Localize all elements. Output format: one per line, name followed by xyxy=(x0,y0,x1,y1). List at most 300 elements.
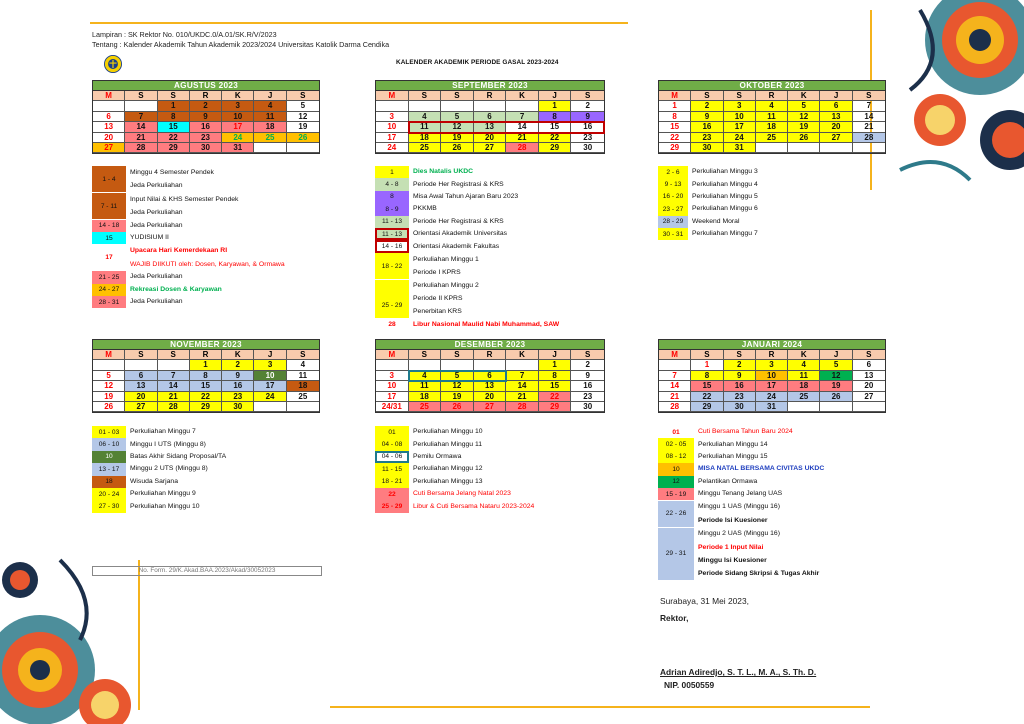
month-title: NOVEMBER 2023 xyxy=(93,340,319,350)
calendar-day-cell: 17 xyxy=(254,381,286,391)
calendar-day-cell: 21 xyxy=(659,392,691,402)
calendar-day-cell: 31 xyxy=(724,143,756,153)
calendar-day-cell: 8 xyxy=(190,371,222,381)
legend-text: Periode Her Registrasi & KRS xyxy=(413,180,504,188)
calendar-day-cell: 18 xyxy=(287,381,319,391)
calendar-day-cell: 6 xyxy=(820,101,852,111)
calendar-day-cell: 17 xyxy=(222,122,254,132)
legend-badge: 01 - 03 xyxy=(92,426,126,438)
weekday-header: S xyxy=(409,350,442,360)
weekday-header: K xyxy=(506,91,539,101)
calendar-day-cell: 12 xyxy=(93,381,125,391)
calendar-day-cell: 9 xyxy=(571,371,604,381)
calendar-day-cell: 23 xyxy=(691,133,723,143)
calendar-day-cell xyxy=(474,101,507,111)
calendar-day-cell xyxy=(441,101,474,111)
calendar-day-cell: 26 xyxy=(441,143,474,153)
legend-text: Periode Sidang Skripsi & Tugas Akhir xyxy=(698,570,820,578)
calendar-day-cell: 9 xyxy=(691,112,723,122)
legend-text: Minggu 2 UTS (Minggu 8) xyxy=(130,465,208,473)
weekday-header: S xyxy=(441,350,474,360)
weekday-header: S xyxy=(287,350,319,360)
calendar-day-cell: 1 xyxy=(539,360,572,370)
legend-text: Perkuliahan Minggu 10 xyxy=(130,502,200,510)
legend-text: Periode II KPRS xyxy=(413,294,463,302)
weekday-header: S xyxy=(158,91,190,101)
legend-badge: 21 - 25 xyxy=(92,271,126,283)
legend-text: Minggu Tenang Jelang UAS xyxy=(698,490,783,498)
calendar-day-cell: 20 xyxy=(853,381,885,391)
weekday-header: K xyxy=(222,350,254,360)
calendar-day-cell xyxy=(158,360,190,370)
legend-text: Rekreasi Dosen & Karyawan xyxy=(130,285,222,293)
legend-text: Perkuliahan Minggu 4 xyxy=(692,180,758,188)
calendar-day-cell xyxy=(287,402,319,412)
legend-item xyxy=(375,438,645,450)
legend-item xyxy=(658,500,888,527)
calendar-day-cell: 14 xyxy=(125,122,157,132)
legend-text: Orientasi Akademik Universitas xyxy=(413,230,508,238)
calendar-day-cell: 29 xyxy=(539,143,572,153)
legend-january xyxy=(658,426,888,581)
legend-text: Jeda Perkuliahan xyxy=(130,298,183,306)
calendar-day-cell: 6 xyxy=(474,371,507,381)
legend-text: Perkuliahan Minggu 7 xyxy=(130,428,196,436)
calendar-day-cell xyxy=(409,101,442,111)
calendar-day-cell: 30 xyxy=(691,143,723,153)
legend-badge: 14 - 16 xyxy=(375,240,409,252)
legend-text: Jeda Perkuliahan xyxy=(130,182,183,190)
legend-text: Weekend Moral xyxy=(692,217,740,225)
legend-text: Minggu I UTS (Minggu 8) xyxy=(130,440,206,448)
legend-text: Perkuliahan Minggu 6 xyxy=(692,205,758,213)
legend-badge: 1 - 4 xyxy=(92,166,126,192)
calendar-day-cell: 20 xyxy=(93,133,125,143)
calendar-day-cell: 24 xyxy=(254,392,286,402)
legend-badge: 4 - 8 xyxy=(375,178,409,190)
legend-november xyxy=(92,426,362,513)
weekday-header: R xyxy=(756,350,788,360)
legend-text: Perkuliahan Minggu 11 xyxy=(413,440,483,448)
legend-badge xyxy=(375,280,409,292)
calendar-day-cell: 13 xyxy=(853,371,885,381)
calendar-day-cell: 7 xyxy=(853,101,885,111)
calendar-day-cell: 30 xyxy=(724,402,756,412)
legend-item xyxy=(92,232,362,244)
legend-text: Cuti Bersama Jelang Natal 2023 xyxy=(413,490,511,498)
calendar-day-cell: 27 xyxy=(125,402,157,412)
calendar-day-cell: 15 xyxy=(691,381,723,391)
calendar-day-cell: 28 xyxy=(158,402,190,412)
legend-text: Perkuliahan Minggu 7 xyxy=(692,230,758,238)
calendar-day-cell: 15 xyxy=(539,122,572,132)
calendar-day-cell: 17 xyxy=(376,133,409,143)
calendar-day-cell: 29 xyxy=(158,143,190,153)
calendar-day-cell: 24 xyxy=(222,133,254,143)
calendar-day-cell xyxy=(441,360,474,370)
calendar-day-cell: 25 xyxy=(409,402,442,412)
legend-text: Perkuliahan Minggu 2 xyxy=(413,281,479,289)
legend-badge: 28 xyxy=(388,321,396,329)
month-title: OKTOBER 2023 xyxy=(659,81,885,91)
calendar-day-cell xyxy=(409,360,442,370)
university-logo xyxy=(104,55,122,73)
calendar-day-cell: 16 xyxy=(222,381,254,391)
calendar-day-cell: 3 xyxy=(222,101,254,111)
legend-item xyxy=(92,476,362,488)
calendar-day-cell: 3 xyxy=(376,112,409,122)
legend-text: Periode Isi Kuesioner xyxy=(698,516,768,524)
calendar-day-cell: 19 xyxy=(441,133,474,143)
calendar-day-cell: 23 xyxy=(571,133,604,143)
calendar-day-cell: 25 xyxy=(287,392,319,402)
calendar-day-cell: 25 xyxy=(254,133,286,143)
legend-text: Perkuliahan Minggu 13 xyxy=(413,477,483,485)
legend-text: Penerbitan KRS xyxy=(413,308,462,316)
legend-item xyxy=(375,253,645,280)
calendar-day-cell: 30 xyxy=(190,143,222,153)
weekday-header: S xyxy=(571,350,604,360)
legend-item xyxy=(658,426,888,438)
calendar-day-cell: 2 xyxy=(571,360,604,370)
calendar-day-cell: 30 xyxy=(571,402,604,412)
weekday-header: S xyxy=(125,350,157,360)
calendar-day-cell: 3 xyxy=(756,360,788,370)
weekday-header: S xyxy=(125,91,157,101)
calendar-day-cell: 31 xyxy=(756,402,788,412)
legend-badge: 25 - 29 xyxy=(375,292,409,318)
month-title: AGUSTUS 2023 xyxy=(93,81,319,91)
legend-item xyxy=(375,488,645,500)
legend-item xyxy=(658,178,888,190)
legend-text: Batas Akhir Sidang Proposal/TA xyxy=(130,452,227,460)
month-title: SEPTEMBER 2023 xyxy=(376,81,604,91)
calendar-day-cell: 2 xyxy=(222,360,254,370)
legend-text: Perkuliahan Minggu 12 xyxy=(413,465,483,473)
calendar-day-cell: 24/31 xyxy=(376,402,409,412)
legend-badge: 28 - 29 xyxy=(658,216,688,228)
calendar-day-cell xyxy=(93,360,125,370)
calendar-day-cell: 7 xyxy=(506,112,539,122)
legend-badge: 08 - 12 xyxy=(658,451,694,463)
legend-october xyxy=(658,166,888,240)
calendar-day-cell: 27 xyxy=(474,402,507,412)
legend-item xyxy=(658,203,888,215)
legend-text: Perkuliahan Minggu 5 xyxy=(692,192,758,200)
calendar-day-cell: 10 xyxy=(254,371,286,381)
calendar-day-cell: 9 xyxy=(190,112,222,122)
legend-text: Periode Her Registrasi & KRS xyxy=(413,217,504,225)
weekday-header: J xyxy=(254,350,286,360)
calendar-day-cell: 6 xyxy=(93,112,125,122)
calendar-day-cell: 24 xyxy=(724,133,756,143)
calendar-day-cell: 2 xyxy=(190,101,222,111)
calendar-day-cell: 25 xyxy=(788,392,820,402)
legend-item xyxy=(92,166,362,193)
legend-badge: 29 - 31 xyxy=(658,528,694,581)
calendar-day-cell: 26 xyxy=(287,133,319,143)
legend-item xyxy=(92,500,362,512)
legend-item xyxy=(375,228,645,240)
legend-text: Jeda Perkuliahan xyxy=(130,209,183,217)
legend-badge: 15 xyxy=(92,232,126,244)
calendar-day-cell: 4 xyxy=(756,101,788,111)
legend-item xyxy=(375,280,645,292)
calendar-november-2023 xyxy=(92,339,320,413)
legend-item xyxy=(375,463,645,475)
calendar-day-cell: 12 xyxy=(788,112,820,122)
calendar-day-cell: 22 xyxy=(539,392,572,402)
calendar-day-cell: 28 xyxy=(506,402,539,412)
legend-badge: 23 - 27 xyxy=(658,203,688,215)
calendar-day-cell: 17 xyxy=(376,392,409,402)
legend-text: Cuti Bersama Tahun Baru 2024 xyxy=(698,428,793,436)
calendar-day-cell: 22 xyxy=(691,392,723,402)
calendar-day-cell: 9 xyxy=(724,371,756,381)
calendar-day-cell: 13 xyxy=(820,112,852,122)
legend-text: Periode I KPRS xyxy=(413,269,461,277)
weekday-header: K xyxy=(788,350,820,360)
weekday-header: J xyxy=(539,91,572,101)
legend-item xyxy=(375,500,645,512)
calendar-day-cell xyxy=(756,143,788,153)
legend-text: Upacara Hari Kemerdekaan RI xyxy=(130,247,228,255)
legend-item xyxy=(658,191,888,203)
legend-item xyxy=(92,438,362,450)
legend-badge: 18 xyxy=(92,476,126,488)
calendar-day-cell: 24 xyxy=(756,392,788,402)
calendar-day-cell: 12 xyxy=(441,122,474,132)
legend-item xyxy=(658,166,888,178)
calendar-day-cell: 16 xyxy=(571,381,604,391)
calendar-day-cell: 21 xyxy=(506,392,539,402)
calendar-day-cell: 19 xyxy=(788,122,820,132)
calendar-day-cell: 28 xyxy=(506,143,539,153)
calendar-day-cell: 15 xyxy=(659,122,691,132)
calendar-day-cell: 29 xyxy=(691,402,723,412)
legend-item xyxy=(658,527,888,581)
weekday-header: M xyxy=(93,350,125,360)
calendar-day-cell: 3 xyxy=(724,101,756,111)
legend-text: Jeda Perkuliahan xyxy=(130,221,183,229)
legend-item xyxy=(375,240,645,252)
weekday-header: S xyxy=(287,91,319,101)
calendar-day-cell: 16 xyxy=(571,122,604,132)
calendar-day-cell: 8 xyxy=(539,371,572,381)
calendar-day-cell: 4 xyxy=(287,360,319,370)
legend-badge: 27 - 30 xyxy=(92,500,126,512)
calendar-day-cell: 2 xyxy=(724,360,756,370)
calendar-day-cell: 1 xyxy=(539,101,572,111)
legend-text: Periode 1 Input Nilai xyxy=(698,543,764,551)
calendar-day-cell: 5 xyxy=(788,101,820,111)
weekday-header: S xyxy=(853,350,885,360)
calendar-day-cell: 8 xyxy=(158,112,190,122)
legend-item xyxy=(92,193,362,220)
calendar-day-cell: 18 xyxy=(409,392,442,402)
calendar-day-cell: 18 xyxy=(254,122,286,132)
calendar-day-cell: 9 xyxy=(222,371,254,381)
calendar-day-cell: 1 xyxy=(691,360,723,370)
legend-badge: 22 - 26 xyxy=(658,501,694,527)
calendar-day-cell: 10 xyxy=(756,371,788,381)
legend-badge: 01 xyxy=(672,428,680,436)
weekday-header: M xyxy=(659,91,691,101)
legend-text: PKKMB xyxy=(413,205,437,213)
calendar-day-cell: 7 xyxy=(125,112,157,122)
calendar-day-cell: 8 xyxy=(691,371,723,381)
legend-item xyxy=(92,488,362,500)
calendar-day-cell: 17 xyxy=(724,122,756,132)
legend-badge: 11 - 15 xyxy=(375,463,409,475)
calendar-day-cell: 29 xyxy=(539,402,572,412)
calendar-day-cell: 18 xyxy=(788,381,820,391)
legend-item xyxy=(658,488,888,500)
calendar-day-cell: 6 xyxy=(474,112,507,122)
calendar-day-cell: 30 xyxy=(571,143,604,153)
legend-text: Minggu 2 UAS (Minggu 16) xyxy=(698,530,780,538)
page-title: KALENDER AKADEMIK PERIODE GASAL 2023-2024 xyxy=(396,59,559,66)
form-number: No. Form. 29/K.Akad.BAA.2023/Akad/30052023 xyxy=(92,566,322,576)
calendar-day-cell: 29 xyxy=(190,402,222,412)
calendar-day-cell: 3 xyxy=(376,371,409,381)
legend-item xyxy=(92,426,362,438)
weekday-header: M xyxy=(93,91,125,101)
calendar-day-cell: 2 xyxy=(691,101,723,111)
calendar-day-cell: 1 xyxy=(659,101,691,111)
month-title: JANUARI 2024 xyxy=(659,340,885,350)
calendar-day-cell xyxy=(853,143,885,153)
calendar-day-cell xyxy=(788,402,820,412)
legend-badge: 18 - 22 xyxy=(375,253,409,279)
calendar-day-cell xyxy=(820,143,852,153)
legend-badge: 10 xyxy=(658,463,694,475)
weekday-header: S xyxy=(441,91,474,101)
legend-badge: 9 - 13 xyxy=(658,178,688,190)
legend-badge: 04 - 06 xyxy=(375,451,409,463)
weekday-header: M xyxy=(376,350,409,360)
calendar-day-cell: 11 xyxy=(287,371,319,381)
legend-badge: 14 - 18 xyxy=(92,220,126,232)
calendar-day-cell: 6 xyxy=(125,371,157,381)
legend-item xyxy=(375,166,645,178)
calendar-day-cell: 13 xyxy=(93,122,125,132)
calendar-day-cell: 28 xyxy=(659,402,691,412)
calendar-day-cell: 22 xyxy=(539,133,572,143)
month-title: DESEMBER 2023 xyxy=(376,340,604,350)
calendar-day-cell xyxy=(93,101,125,111)
calendar-day-cell: 7 xyxy=(659,371,691,381)
accent-line-bottom xyxy=(330,706,870,708)
calendar-day-cell xyxy=(506,101,539,111)
legend-text: Pelantikan Ormawa xyxy=(698,477,758,485)
legend-item xyxy=(92,463,362,475)
accent-line-left xyxy=(138,560,140,710)
legend-badge: 15 - 19 xyxy=(658,488,694,500)
legend-text: Minggu 1 UAS (Minggu 16) xyxy=(698,503,780,511)
calendar-day-cell: 20 xyxy=(125,392,157,402)
legend-badge: 28 - 31 xyxy=(92,296,126,308)
calendar-day-cell xyxy=(506,360,539,370)
legend-badge: 22 xyxy=(375,488,409,500)
legend-text: YUDISIUM II xyxy=(130,234,169,242)
lampiran-text: Lampiran : SK Rektor No. 010/UKDC.0/A.01/SK.R/V/2023 xyxy=(92,30,277,39)
legend-text: WAJIB DIIKUTI oleh: Dosen, Karyawan, & Ormawa xyxy=(130,260,285,268)
calendar-day-cell: 11 xyxy=(409,381,442,391)
legend-badge: 16 - 20 xyxy=(658,191,688,203)
signature-name: Adrian Adiredjo, S. T. L., M. A., S. Th. D. xyxy=(660,667,817,677)
calendar-day-cell: 13 xyxy=(125,381,157,391)
calendar-day-cell: 21 xyxy=(158,392,190,402)
legend-text: Perkuliahan Minggu 3 xyxy=(692,168,758,176)
calendar-day-cell: 15 xyxy=(539,381,572,391)
calendar-day-cell: 5 xyxy=(93,371,125,381)
legend-item xyxy=(92,271,362,283)
weekday-header: K xyxy=(506,350,539,360)
calendar-day-cell: 18 xyxy=(756,122,788,132)
calendar-day-cell xyxy=(820,402,852,412)
calendar-day-cell: 27 xyxy=(93,143,125,153)
calendar-day-cell: 4 xyxy=(788,360,820,370)
calendar-day-cell: 26 xyxy=(788,133,820,143)
legend-text: Perkuliahan Minggu 14 xyxy=(698,440,768,448)
weekday-header: S xyxy=(724,91,756,101)
calendar-day-cell: 29 xyxy=(659,143,691,153)
calendar-day-cell: 23 xyxy=(724,392,756,402)
weekday-header: R xyxy=(474,91,507,101)
legend-badge: 1 xyxy=(375,166,409,178)
calendar-day-cell: 11 xyxy=(756,112,788,122)
calendar-day-cell: 14 xyxy=(506,122,539,132)
calendar-day-cell xyxy=(125,101,157,111)
legend-item xyxy=(92,296,362,308)
legend-badge: 06 - 10 xyxy=(92,438,126,450)
legend-text: Perkuliahan Minggu 15 xyxy=(698,452,768,460)
legend-badge: 13 - 17 xyxy=(92,463,126,475)
legend-text: Orientasi Akademik Fakultas xyxy=(413,242,500,250)
legend-badge: 25 - 29 xyxy=(375,500,409,512)
calendar-day-cell: 22 xyxy=(659,133,691,143)
legend-badge: 24 - 27 xyxy=(92,284,126,296)
legend-badge: 10 xyxy=(92,451,126,463)
weekday-header: S xyxy=(724,350,756,360)
legend-item xyxy=(658,438,888,450)
legend-text: Misa Awal Tahun Ajaran Baru 2023 xyxy=(413,192,519,200)
calendar-day-cell: 4 xyxy=(409,371,442,381)
weekday-header: K xyxy=(222,91,254,101)
calendar-day-cell: 19 xyxy=(287,122,319,132)
calendar-day-cell: 9 xyxy=(571,112,604,122)
calendar-day-cell: 16 xyxy=(190,122,222,132)
calendar-day-cell: 4 xyxy=(254,101,286,111)
calendar-day-cell: 11 xyxy=(409,122,442,132)
weekday-header: R xyxy=(756,91,788,101)
weekday-header: S xyxy=(691,350,723,360)
weekday-header: R xyxy=(190,350,222,360)
calendar-day-cell: 10 xyxy=(376,381,409,391)
legend-badge: 8 - 9 xyxy=(375,203,409,215)
legend-item xyxy=(375,203,645,215)
legend-text: Wisuda Sarjana xyxy=(130,477,178,485)
calendar-day-cell: 7 xyxy=(158,371,190,381)
calendar-day-cell: 11 xyxy=(254,112,286,122)
calendar-day-cell: 13 xyxy=(474,122,507,132)
calendar-day-cell: 17 xyxy=(756,381,788,391)
legend-text: Libur & Cuti Bersama Nataru 2023-2024 xyxy=(413,502,535,510)
legend-badge: 02 - 05 xyxy=(658,438,694,450)
legend-text: Dies Natalis UKDC xyxy=(413,168,474,176)
legend-text: Input Nilai & KHS Semester Pendek xyxy=(130,195,239,203)
